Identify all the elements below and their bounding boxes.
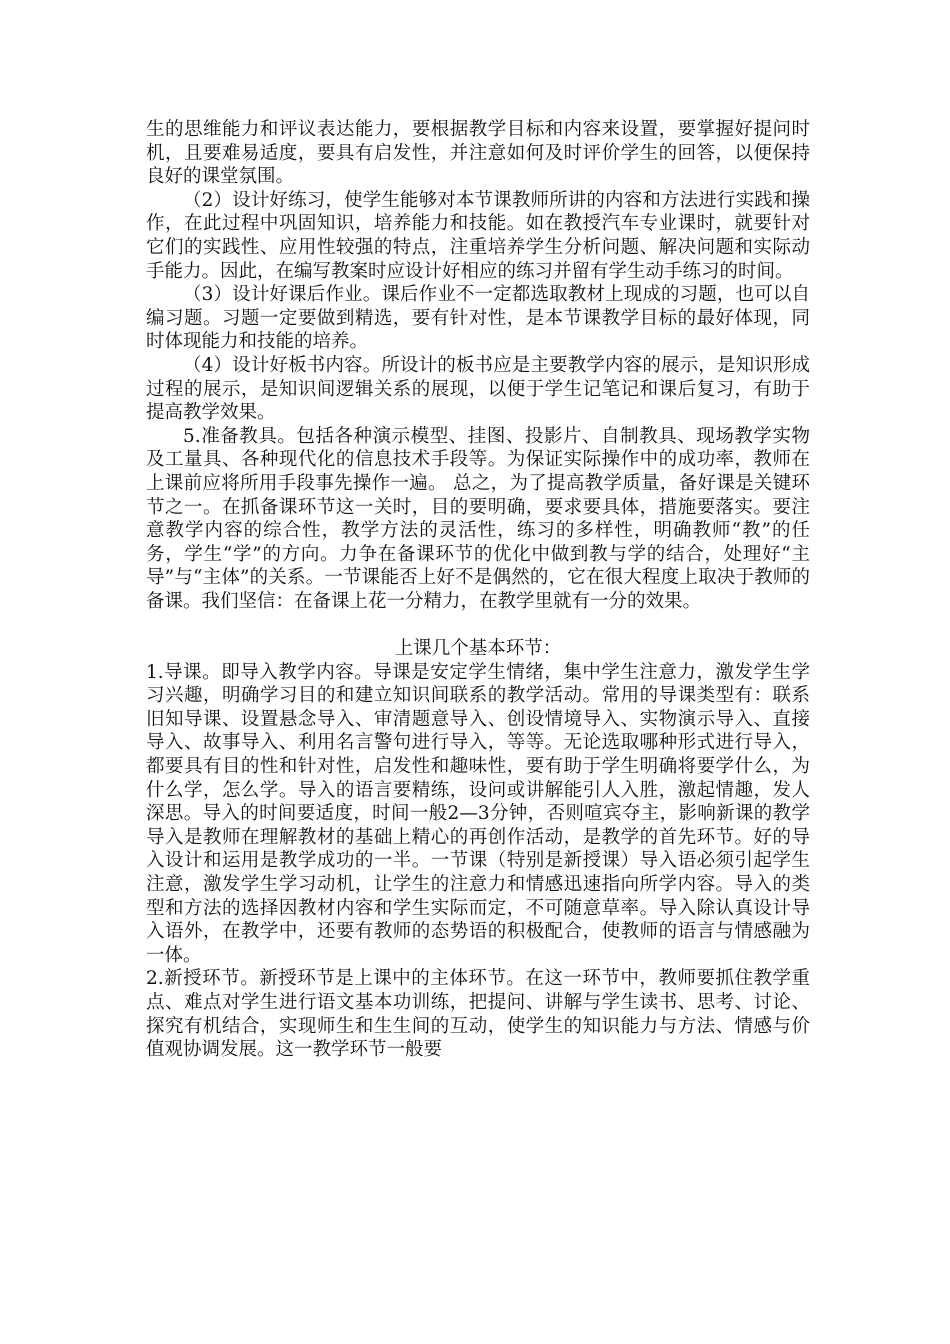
paragraph-continuation: 生的思维能力和评议表达能力，要根据教学目标和内容来设置，要掌握好提问时机，且要难易适度，要具有启发性，并注意如何及时评价学生的回答，以便保持良好的课堂氛围。 — [146, 119, 810, 188]
document-page — [146, 118, 810, 1062]
paragraph-blackboard-design: （4）设计好板书内容。所设计的板书应是主要教学内容的展示，是知识形成过程的展示，是知识间逻辑关系的展现，以便于学生记笔记和课后复习，有助于提高教学效果。 — [146, 354, 810, 424]
paragraph-exercise-design: （2）设计好练习，使学生能够对本节课教师所讲的内容和方法进行实践和操作，在此过程中巩固知识，培养能力和技能。如在教授汽车专业课时，就要针对它们的实践性、应用性较强的特点，注重培养学生分析问题、解决问题和实际动手能力。因此，在编写教案时应设计好相应的练习并留有学生动手练习的时间。 — [146, 189, 810, 282]
section-heading: 上课几个基本环节： — [394, 638, 562, 660]
paragraph-lesson-introduction: 1.导课。即导入教学内容。导课是安定学生情绪，集中学生注意力，激发学生学习兴趣，明确学习目的和建立知识间联系的教学活动。常用的导课类型有：联系旧知导课、设置悬念导入、审清题意导入、创设情境导入、实物演示导入、直接导入、故事导入、利用名言警句进行导入，等等。无论选取哪种形式进行导入，都要具有目的性和针对性，启发性和趣味性，要有助于学生明确将要学什么，为什么学，怎么学。导入的语言要精练，设问或讲解能引人入胜，激起情趣，发人深思。导入的时间要适度，时间一般2—3分钟，否则喧宾夺主，影响新课的教学导入是教师在理解教材的基础上精心的再创作活动，是教学的首先环节。好的导入设计和运用是教学成功的一半。一节课（特别是新授课）导入语必须引起学生注意，激发学生学习动机，让学生的注意力和情感迅速指向所学内容。导入的类型和方法的选择因教材内容和学生实际而定，不可随意草率。导入除认真设计导入语外，在教学中，还要有教师的态势语的积极配合，使教师的语言与情感融为一体。 — [146, 661, 810, 966]
paragraph-teaching-aids: 5.准备教具。包括各种演示模型、挂图、投影片、自制教具、现场教学实物及工量具、各种现代化的信息技术手段等。为保证实际操作中的成功率，教师在上课前应将所用手段事先操作一遍。 总之，为了提高教学质量，备好课是关键环节之一。在抓备课环节这一关时，目的要明确，要求要具体，措施要落实。要注意教学内容的综合性，教学方法的灵活性，练习的多样性，明确教师“教”的任务，学生“学”的方向。力争在备课环节的优化中做到教与学的结合，处理好“主导”与“主体”的关系。一节课能否上好不是偶然的，它在很大程度上取决于教师的备课。我们坚信：在备课上花一分精力，在教学里就有一分的效果。 — [146, 425, 810, 612]
paragraph-new-teaching: 2.新授环节。新授环节是上课中的主体环节。在这一环节中，教师要抓住教学重点、难点对学生进行语文基本功训练，把提问、讲解与学生读书、思考、讨论、探究有机结合，实现师生和生生间的互动，使学生的知识能力与方法、情感与价值观协调发展。这一教学环节一般要 — [146, 968, 810, 1061]
paragraph-homework-design: （3）设计好课后作业。课后作业不一定都选取教材上现成的习题，也可以自编习题。习题一定要做到精选，要有针对性，是本节课教学目标的最好体现，同时体现能力和技能的培养。 — [146, 284, 810, 353]
